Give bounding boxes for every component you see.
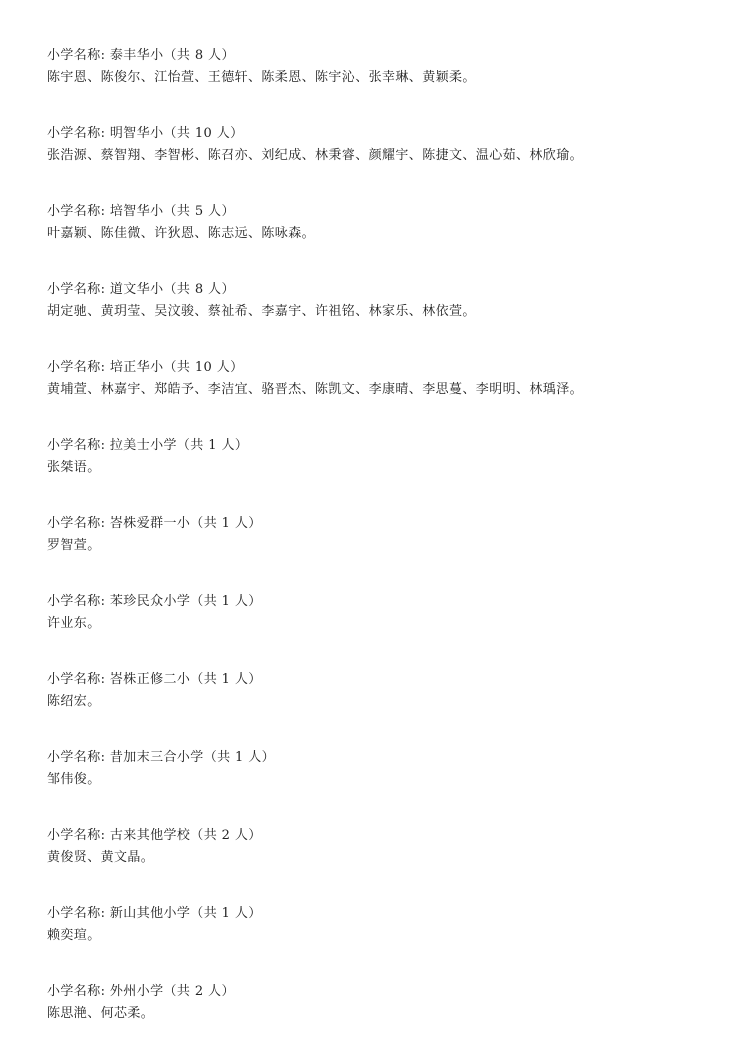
school-name-line: 小学名称: 苯珍民众小学（共 1 人）: [47, 594, 262, 609]
school-name-line: 小学名称: 峇株正修二小（共 1 人）: [47, 672, 262, 687]
student-names-line: 陈思滟、何芯柔。: [47, 1006, 155, 1021]
school-name-line: 小学名称: 外州小学（共 2 人）: [47, 984, 235, 999]
school-name-line: 小学名称: 峇株爱群一小（共 1 人）: [47, 516, 262, 531]
school-entry: [47, 279, 737, 357]
school-name-line: 小学名称: 培正华小（共 10 人）: [47, 360, 244, 375]
student-names-line: 陈宇恩、陈俊尔、江怡萱、王德轩、陈柔恩、陈宇沁、张幸琳、黄颖柔。: [47, 70, 476, 85]
student-names-line: 黄埔萱、林嘉宇、郑皓予、李洁宜、骆晋杰、陈凯文、李康晴、李思蔓、李明明、林瑀泽。: [47, 382, 584, 397]
school-entry: [47, 669, 737, 747]
student-names-line: 罗智萱。: [47, 538, 101, 553]
school-name-line: 小学名称: 明智华小（共 10 人）: [47, 126, 244, 141]
school-list: [47, 45, 737, 1059]
school-name-line: 小学名称: 新山其他小学（共 1 人）: [47, 906, 262, 921]
school-entry: [47, 903, 737, 981]
school-entry: [47, 591, 737, 669]
school-entry: [47, 357, 737, 435]
school-name-line: 小学名称: 泰丰华小（共 8 人）: [47, 48, 235, 63]
student-names-line: 胡定驰、黄玥莹、吴汶骏、蔡祉希、李嘉宇、许祖铭、林家乐、林依萱。: [47, 304, 476, 319]
student-names-line: 邹伟俊。: [47, 772, 101, 787]
school-entry: [47, 825, 737, 903]
student-names-line: 叶嘉颖、陈佳微、许狄恩、陈志远、陈咏森。: [47, 226, 316, 241]
student-names-line: 陈绍宏。: [47, 694, 101, 709]
school-entry: [47, 201, 737, 279]
student-names-line: 许业东。: [47, 616, 101, 631]
school-entry: [47, 435, 737, 513]
school-entry: [47, 513, 737, 591]
student-names-line: 张浩源、蔡智翔、李智彬、陈召亦、刘纪成、林秉睿、颜耀宇、陈捷文、温心茹、林欣瑜。: [47, 148, 584, 163]
school-name-line: 小学名称: 培智华小（共 5 人）: [47, 204, 235, 219]
school-entry: [47, 45, 737, 123]
student-names-line: 黄俊贤、黄文晶。: [47, 850, 155, 865]
school-name-line: 小学名称: 古来其他学校（共 2 人）: [47, 828, 262, 843]
school-entry: [47, 123, 737, 201]
school-entry: [47, 981, 737, 1059]
student-names-line: 张桀语。: [47, 460, 101, 475]
school-name-line: 小学名称: 道文华小（共 8 人）: [47, 282, 235, 297]
student-names-line: 赖奕瑄。: [47, 928, 101, 943]
school-name-line: 小学名称: 拉美士小学（共 1 人）: [47, 438, 249, 453]
school-name-line: 小学名称: 昔加末三合小学（共 1 人）: [47, 750, 276, 765]
school-entry: [47, 747, 737, 825]
